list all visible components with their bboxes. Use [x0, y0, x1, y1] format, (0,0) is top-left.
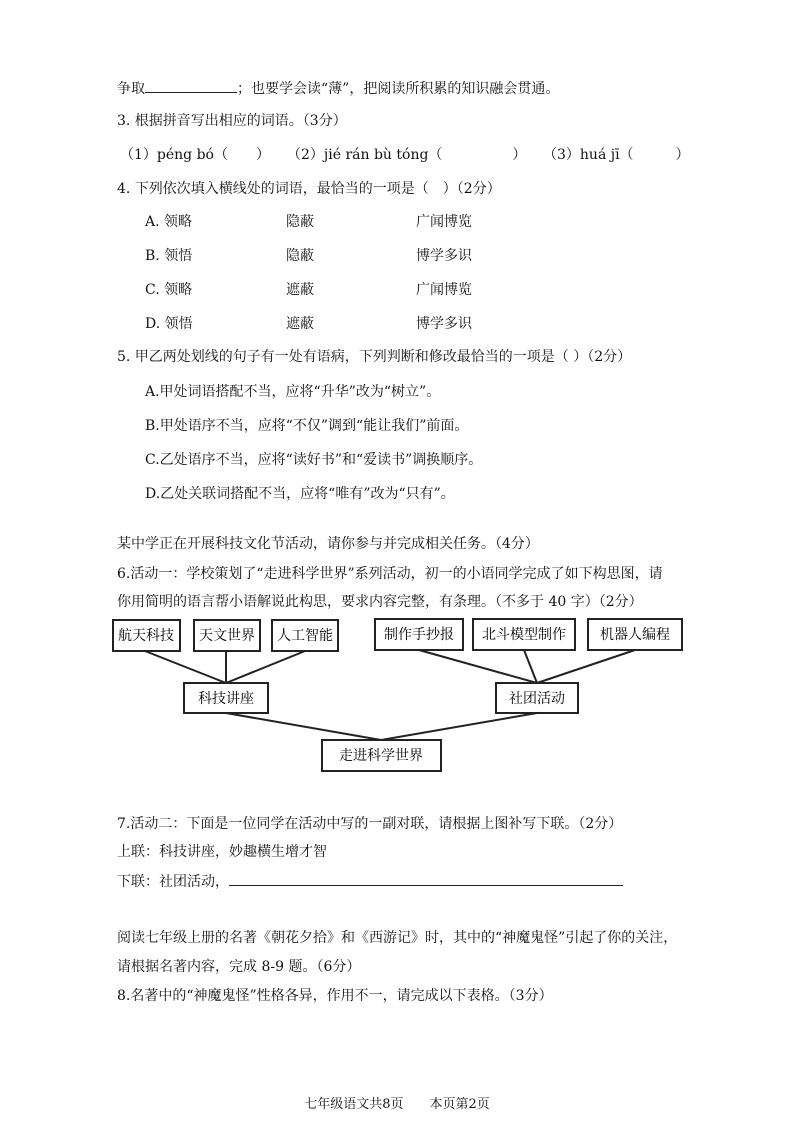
connector-line: [145, 651, 226, 683]
connector-line: [226, 651, 305, 683]
q3-stem: 3. 根据拼音写出相应的词语。（3分）: [117, 113, 347, 129]
q5-option-c[interactable]: C.乙处语序不当，应将“读好书”和“爱读书”调换顺序。: [145, 452, 483, 468]
box-label-2: 天文世界: [199, 628, 255, 644]
activity-intro: 某中学正在开展科技文化节活动，请你参与并完成相关任务。（4分）: [117, 536, 539, 552]
q4-option-a-word2: 隐蔽: [286, 214, 314, 230]
q2-suffix: ；也要学会读“薄”，把阅读所积累的知识融会贯通。: [237, 81, 560, 97]
mindmap-root: [322, 740, 441, 771]
connector-line: [537, 650, 635, 683]
q3-item-1[interactable]: （1）péng bó（ ）: [120, 147, 270, 163]
box-label-6: 机器人编程: [600, 627, 670, 643]
mindmap-branch-boxes: [184, 683, 578, 713]
q4-option-d-word1: D. 领悟: [145, 316, 193, 332]
q4-option-c-word1: C. 领略: [145, 282, 193, 298]
q6-line-2: 你用简明的语言帮小语解说此构思，要求内容完整，有条理。（不多于 40 字）（2分）: [117, 594, 643, 610]
q4-option-b-word3: 博学多识: [416, 248, 472, 264]
q6-line-1: 6.活动一：学校策划了“走进科学世界”系列活动，初一的小语同学完成了如下构思图，请: [117, 566, 663, 582]
q7-stem: 7.活动二：下面是一位同学在活动中写的一副对联，请根据上图补写下联。（2分）: [117, 816, 623, 832]
branch-label-1: 科技讲座: [198, 691, 254, 707]
q3-item-3[interactable]: （3）huá jī（ ）: [543, 147, 690, 163]
box-label-5: 北斗模型制作: [482, 627, 566, 643]
q5-option-a[interactable]: A.甲处词语搭配不当，应将“升华”改为“树立”。: [145, 384, 441, 400]
root-label: 走进科学世界: [339, 748, 423, 764]
q4-option-d-word3: 博学多识: [416, 316, 472, 332]
q2-prefix: 争取: [117, 81, 145, 97]
connector-line: [419, 650, 537, 683]
mindmap-child-boxes: [113, 619, 682, 651]
q7-lower-couplet-line: [117, 871, 623, 891]
q4-option-c-word2: 遮蔽: [286, 282, 314, 298]
q4-option-c-word3: 广闻博览: [416, 282, 472, 298]
branch-label-2: 社团活动: [509, 691, 565, 707]
q4-stem: 4. 下列依次填入横线处的词语，最恰当的一项是（ ）（2分）: [117, 181, 501, 197]
classics-intro-line-2: 请根据名著内容，完成 8-9 题。（6分）: [117, 959, 361, 975]
connector-line: [524, 650, 537, 683]
q5-stem: 5. 甲乙两处划线的句子有一处有语病，下列判断和修改最恰当的一项是（ ）（2分）: [117, 349, 632, 365]
q7-lower-prefix: 下联：社团活动，: [117, 874, 229, 890]
q4-option-b-word2: 隐蔽: [286, 248, 314, 264]
q4-option-a-word3: 广闻博览: [416, 214, 472, 230]
q5-option-d[interactable]: D.乙处关联词搭配不当，应将“唯有”改为“只有”。: [145, 486, 455, 502]
q4-option-b-word1: B. 领悟: [145, 248, 193, 264]
classics-intro-line-1: 阅读七年级上册的名著《朝花夕拾》和《西游记》时，其中的“神魔鬼怪”引起了你的关注，: [117, 930, 678, 946]
box-label-4: 制作手抄报: [384, 627, 454, 643]
q7-upper-couplet: 上联：科技讲座，妙趣横生增才智: [117, 844, 327, 860]
q8-stem: 8.名著中的“神魔鬼怪”性格各异，作用不一，请完成以下表格。（3分）: [117, 988, 553, 1004]
box-label-1: 航天科技: [118, 628, 174, 644]
q4-option-d-word2: 遮蔽: [286, 316, 314, 332]
q7-lower-answer-blank[interactable]: [229, 871, 623, 886]
page-footer: 七年级语文共8页 本页第2页: [304, 1097, 490, 1112]
q4-option-a-word1: A. 领略: [145, 214, 193, 230]
connector-line: [381, 713, 537, 740]
q3-item-2[interactable]: （2）jié rán bù tóng（ ）: [287, 147, 527, 163]
box-label-3: 人工智能: [277, 628, 333, 644]
q5-option-b[interactable]: B.甲处语序不当，应将“不仅”调到“能让我们”前面。: [145, 418, 469, 434]
connector-line: [226, 713, 381, 740]
